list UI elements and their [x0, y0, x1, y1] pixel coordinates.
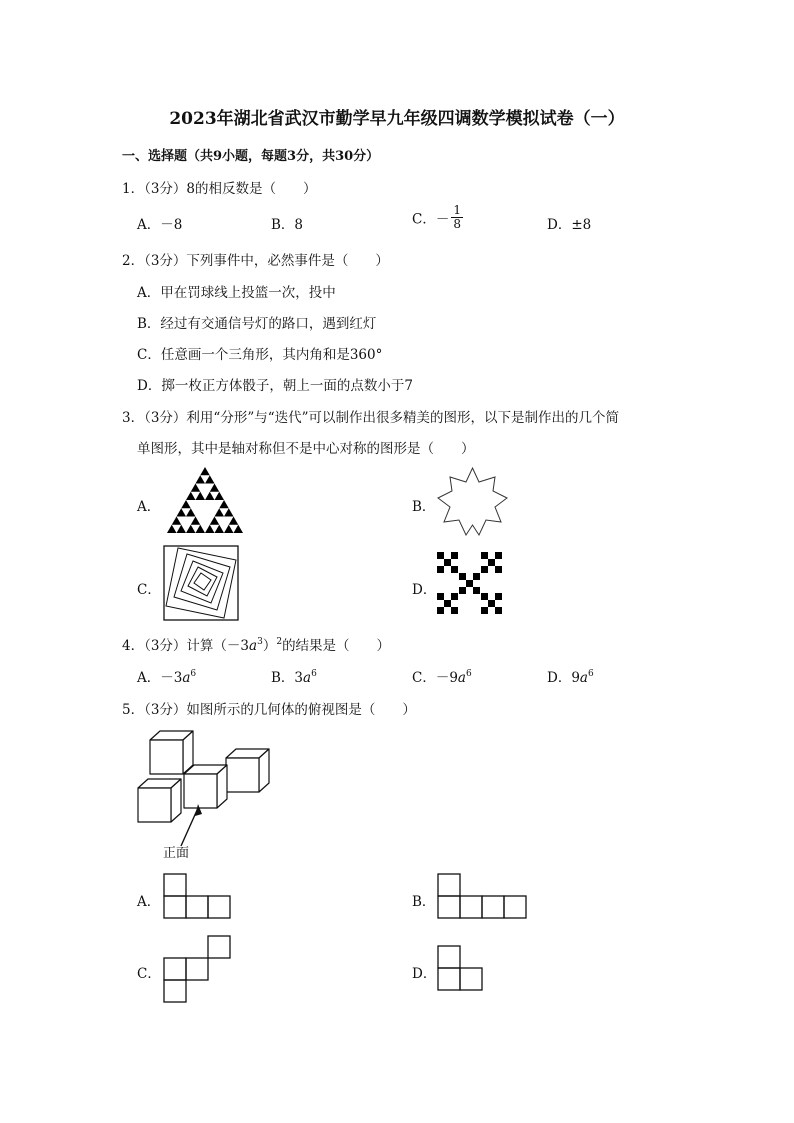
top-view-figure-c — [163, 935, 233, 1003]
exponent: 6 — [311, 669, 317, 679]
question-5-option-c[interactable]: C． — [137, 966, 161, 982]
question-3-option-d[interactable]: D． — [412, 582, 437, 598]
question-5-stem: 5．（3分）如图所示的几何体的俯视图是（ ） — [122, 702, 416, 718]
option-c-prefix: C．－ — [412, 211, 450, 228]
variable: a — [303, 670, 312, 686]
question-2-stem: 2．（3分）下列事件中，必然事件是（ ） — [122, 253, 389, 269]
question-3-option-a[interactable]: A． — [137, 499, 161, 515]
question-2-option-a[interactable]: A．甲在罚球线上投篮一次，投中 — [137, 285, 336, 301]
stem-part: 的结果是（ ） — [282, 638, 391, 654]
option-label: B．3 — [271, 670, 304, 686]
variable: a — [249, 638, 258, 654]
variable: a — [182, 670, 191, 686]
top-view-figure-a — [163, 873, 233, 920]
question-3-stem-line1: 3．（3分）利用“分形”与“迭代”可以制作出很多精美的图形，以下是制作出的几个简 — [122, 410, 620, 426]
exponent: 6 — [190, 669, 197, 679]
variable: a — [457, 670, 466, 686]
top-view-figure-d — [437, 945, 487, 993]
option-label: C．－9 — [412, 670, 458, 686]
question-3-option-b[interactable]: B． — [412, 499, 436, 515]
question-5-option-a[interactable]: A． — [137, 894, 161, 910]
variable: a — [579, 670, 588, 686]
question-1-option-d[interactable]: D．±8 — [547, 217, 592, 233]
koch-snowflake-figure — [435, 465, 510, 540]
question-1-stem: 1．（3分）8的相反数是（ ） — [122, 181, 317, 197]
question-1-option-c[interactable] — [412, 204, 463, 231]
question-4-option-d[interactable] — [547, 666, 594, 686]
exponent: 3 — [257, 637, 263, 647]
exponent: 2 — [276, 637, 283, 647]
nested-rotated-squares-figure — [163, 545, 239, 621]
section-heading: 一、选择题（共9小题，每题3分，共30分） — [122, 149, 380, 164]
question-4-option-b[interactable] — [271, 666, 317, 686]
stem-part: ） — [262, 638, 277, 654]
question-1-option-b[interactable]: B．8 — [271, 217, 304, 233]
question-3-stem-line2: 单图形，其中是轴对称但不是中心对称的图形是（ ） — [137, 441, 475, 457]
top-view-figure-b — [437, 873, 529, 920]
question-1-option-a[interactable]: A．－8 — [137, 217, 183, 233]
exponent: 6 — [465, 669, 472, 679]
question-4-stem — [122, 634, 390, 654]
option-label: D．9 — [547, 670, 580, 686]
sierpinski-triangle-figure — [165, 465, 245, 535]
fraction — [451, 204, 463, 231]
question-4-option-c[interactable] — [412, 666, 472, 686]
question-3-option-c[interactable]: C． — [137, 582, 161, 598]
question-2-option-d[interactable]: D．掷一枚正方体骰子，朝上一面的点数小于7 — [137, 378, 413, 394]
option-label: A．－3 — [137, 670, 183, 686]
question-5-option-b[interactable]: B． — [412, 894, 436, 910]
exponent: 6 — [587, 669, 594, 679]
figure-caption: 正面 — [163, 846, 190, 861]
question-2-option-c[interactable]: C．任意画一个三角形，其内角和是360° — [137, 347, 383, 363]
page-title: 2023年湖北省武汉市勤学早九年级四调数学模拟试卷（一） — [169, 109, 625, 129]
checker-x-pattern-figure — [437, 552, 502, 614]
question-2-option-b[interactable]: B．经过有交通信号灯的路口，遇到红灯 — [137, 316, 377, 332]
fraction-denominator: 8 — [453, 217, 461, 231]
stem-part: 4．（3分）计算（－3 — [122, 638, 250, 654]
question-4-option-a[interactable] — [137, 666, 196, 686]
cube-stack-figure — [135, 728, 275, 860]
fraction-numerator: 1 — [453, 203, 461, 217]
question-5-option-d[interactable]: D． — [412, 966, 437, 982]
